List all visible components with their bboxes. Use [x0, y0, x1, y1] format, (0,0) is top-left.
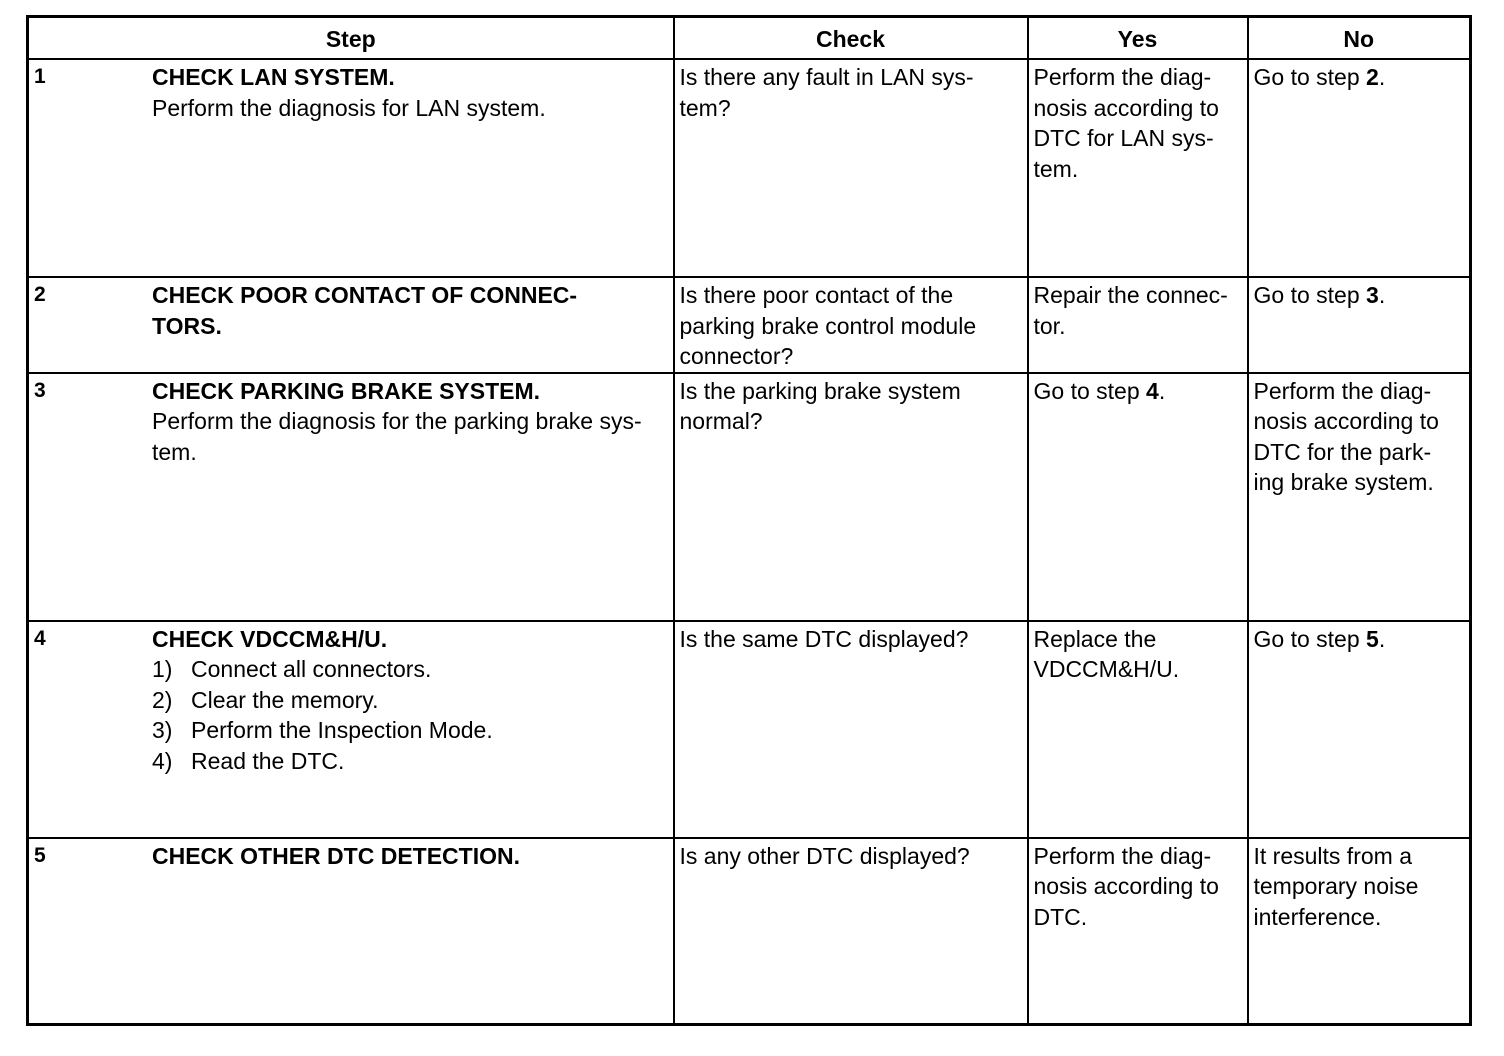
- step-title: CHECK PARKING BRAKE SYSTEM.: [152, 377, 541, 404]
- yes-text: Perform the diag-nosis according to DTC.: [1033, 842, 1219, 930]
- check-cell: [674, 838, 1028, 1025]
- header-no: No: [1248, 17, 1471, 60]
- no-suffix: .: [1378, 282, 1386, 308]
- no-suffix: .: [1378, 64, 1386, 90]
- step-reference: 4: [1146, 377, 1159, 404]
- step-reference: 5: [1366, 625, 1379, 652]
- substep-number: 3): [152, 717, 173, 743]
- table-row: [28, 621, 1471, 838]
- check-cell: [674, 59, 1028, 277]
- step-reference: 2: [1366, 64, 1379, 90]
- step-description: Perform the diagnosis for the parking brake sys-tem.: [152, 408, 642, 465]
- step-number: 3: [34, 378, 46, 402]
- substep-item: [152, 654, 665, 685]
- check-cell: [674, 373, 1028, 621]
- step-number: 4: [34, 626, 46, 650]
- no-text: [1249, 278, 1470, 311]
- table-row: [28, 59, 1471, 277]
- check-text: Is any other DTC displayed?: [679, 842, 970, 869]
- substep-number: 1): [152, 656, 173, 682]
- substep-text: Connect all connectors.: [191, 656, 432, 682]
- yes-suffix: .: [1158, 377, 1166, 404]
- substep-list: [152, 654, 665, 776]
- step-description: Perform the diagnosis for LAN system.: [152, 94, 546, 121]
- substep-number: 4): [152, 747, 173, 774]
- step-number: 2: [34, 283, 46, 306]
- step-reference: 3: [1366, 282, 1379, 308]
- no-text: It results from a temporary noise interference.: [1253, 842, 1419, 930]
- yes-cell: [1028, 373, 1248, 621]
- yes-text: Perform the diag-nosis according to DTC for LAN sys-tem.: [1033, 64, 1219, 182]
- substep-item: [152, 685, 665, 716]
- no-cell: [1248, 373, 1471, 621]
- header-check: Check: [674, 17, 1028, 60]
- substep-number: 2): [152, 686, 173, 713]
- yes-text: Replace the VDCCM&H/U.: [1033, 625, 1180, 682]
- yes-text: [1029, 374, 1247, 407]
- check-text: Is there any fault in LAN sys-tem?: [679, 64, 974, 121]
- step-title: CHECK POOR CONTACT OF CONNEC-TORS.: [152, 282, 578, 339]
- header-row: [28, 17, 1471, 60]
- no-text: [1249, 60, 1470, 93]
- step-cell: [28, 621, 674, 838]
- check-text: Is the same DTC displayed?: [679, 625, 969, 652]
- step-number: 1: [34, 65, 46, 88]
- diagnostic-table: [26, 15, 1472, 1026]
- check-text: Is the parking brake system normal?: [679, 377, 961, 434]
- no-prefix: Go to step: [1253, 625, 1367, 652]
- yes-text: Repair the connec-tor.: [1033, 282, 1228, 339]
- yes-cell: [1028, 59, 1248, 277]
- check-text: Is there poor contact of the parking brake control module connector?: [679, 282, 977, 369]
- substep-text: Clear the memory.: [191, 686, 379, 713]
- no-prefix: Go to step: [1253, 282, 1367, 308]
- yes-cell: [1028, 838, 1248, 1025]
- substep-item: [152, 746, 665, 777]
- yes-cell: [1028, 621, 1248, 838]
- no-suffix: .: [1378, 625, 1386, 652]
- table-row: [28, 838, 1471, 1025]
- no-text: [1249, 622, 1470, 655]
- step-cell: [28, 277, 674, 373]
- no-text: Perform the diag-nosis according to DTC for the park-ing brake system.: [1253, 377, 1439, 495]
- no-cell: [1248, 59, 1471, 277]
- no-cell: [1248, 621, 1471, 838]
- check-cell: [674, 277, 1028, 373]
- step-number: 5: [34, 843, 46, 867]
- check-cell: [674, 621, 1028, 838]
- step-cell: [28, 59, 674, 277]
- no-cell: [1248, 277, 1471, 373]
- yes-prefix: Go to step: [1033, 377, 1147, 404]
- header-yes: Yes: [1028, 17, 1248, 60]
- yes-cell: [1028, 277, 1248, 373]
- no-prefix: Go to step: [1253, 64, 1367, 90]
- substep-text: Read the DTC.: [191, 747, 345, 774]
- step-cell: [28, 838, 674, 1025]
- substep-item: [152, 715, 665, 746]
- table-row: [28, 277, 1471, 373]
- step-title: CHECK OTHER DTC DETECTION.: [152, 842, 520, 869]
- no-cell: [1248, 838, 1471, 1025]
- table-row: [28, 373, 1471, 621]
- step-title: CHECK VDCCM&H/U.: [152, 625, 388, 652]
- substep-text: Perform the Inspection Mode.: [191, 717, 493, 743]
- header-step: Step: [28, 17, 674, 60]
- step-cell: [28, 373, 674, 621]
- step-title: CHECK LAN SYSTEM.: [152, 64, 395, 90]
